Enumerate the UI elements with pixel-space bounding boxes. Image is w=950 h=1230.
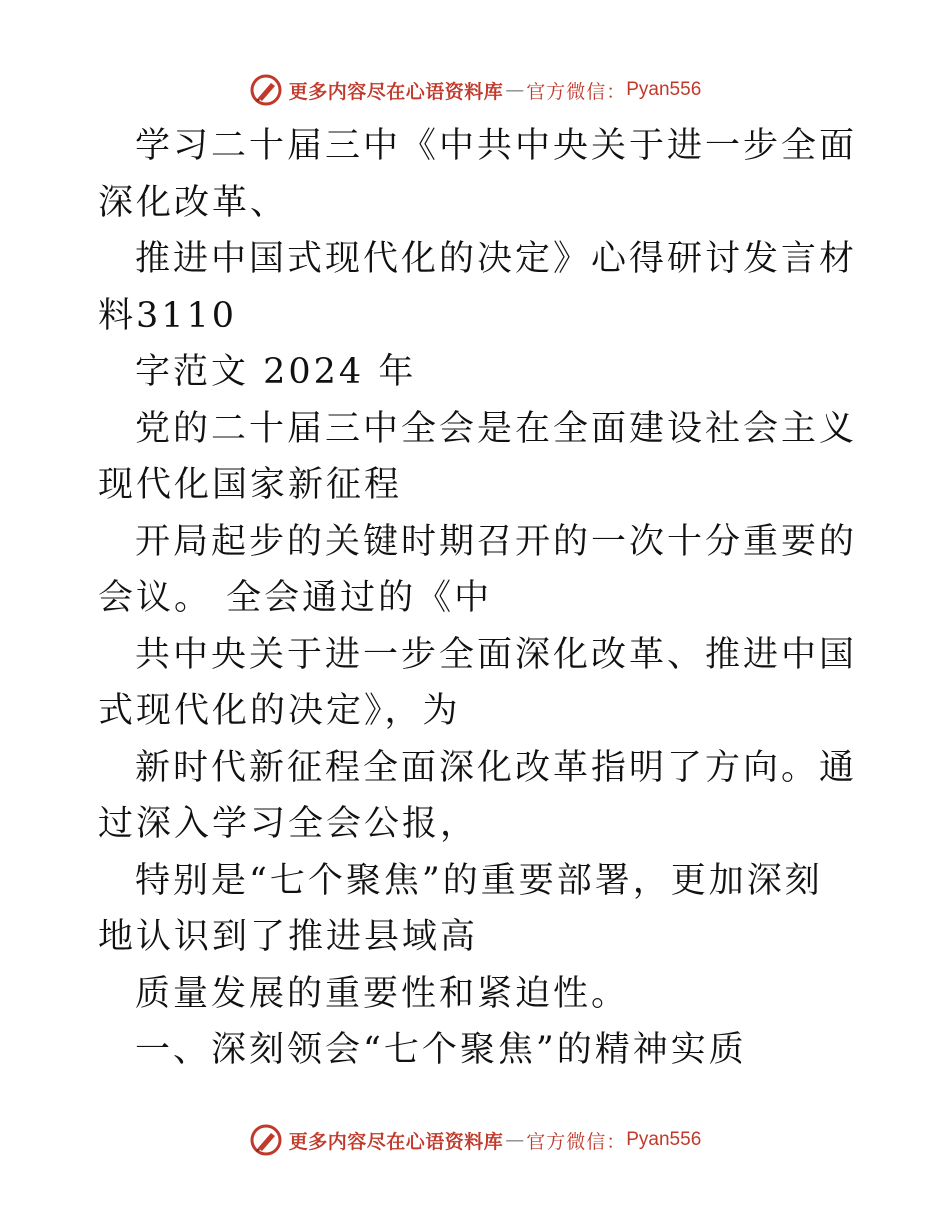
watermark-dash: — xyxy=(505,1129,525,1151)
pen-logo-icon xyxy=(249,1123,283,1157)
watermark-dash: — xyxy=(505,79,525,101)
section-heading: 一、深刻领会“七个聚焦”的精神实质 xyxy=(135,1030,747,1070)
document-body xyxy=(98,118,858,1079)
paragraph: 学习二十届三中《中共中央关于进一步全面深化改革、 xyxy=(98,126,858,223)
watermark-side-text: 官方微信： xyxy=(526,80,627,103)
header-watermark xyxy=(0,70,950,110)
watermark-main-text: 更多内容尽在心语资料库 xyxy=(288,80,504,103)
paragraph: 开局起步的关键时期召开的一次十分重要的会议。 全会通过的《中 xyxy=(98,521,858,618)
pen-logo-icon xyxy=(249,73,283,107)
paragraph: 推进中国式现代化的决定》心得研讨发言材料3110 xyxy=(98,239,858,336)
paragraph: 党的二十届三中全会是在全面建设社会主义现代化国家新征程 xyxy=(98,408,858,505)
paragraph: 共中央关于进一步全面深化改革、推进中国式现代化的决定》，为 xyxy=(98,634,858,731)
paragraph: 特别是“七个聚焦”的重要部署，更加深刻地认识到了推进县域高 xyxy=(98,860,823,957)
paragraph: 新时代新征程全面深化改革指明了方向。通过深入学习全会公报， xyxy=(98,747,858,844)
watermark-wechat-id: Pyan556 xyxy=(626,79,702,100)
paragraph: 字范文 2024 年 xyxy=(135,352,417,392)
watermark-wechat-id: Pyan556 xyxy=(626,1129,702,1150)
watermark-main-text: 更多内容尽在心语资料库 xyxy=(288,1130,504,1153)
footer-watermark xyxy=(0,1120,950,1160)
paragraph: 质量发展的重要性和紧迫性。 xyxy=(135,973,630,1014)
watermark-side-text: 官方微信： xyxy=(526,1130,627,1153)
